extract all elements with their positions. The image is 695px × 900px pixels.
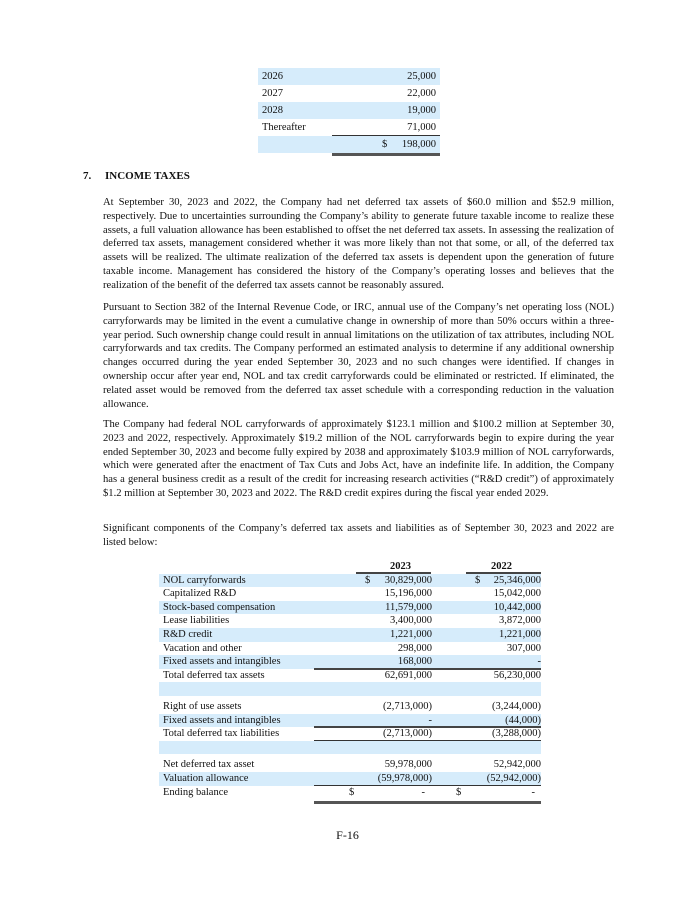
total-value: 198,000 (401, 139, 436, 150)
value-2022: 25,346,000 (493, 574, 541, 586)
section-heading (83, 170, 190, 182)
value-2022: (52,942,000) (486, 772, 541, 784)
table-row (159, 714, 541, 728)
maturity-table (258, 68, 440, 156)
value-2023: 3,400,000 (390, 615, 432, 627)
table-row (159, 574, 541, 588)
value-2022: (44,000) (505, 714, 541, 726)
table-row (159, 601, 541, 615)
column-header-2023: 2023 (390, 561, 411, 572)
row-value: 71,000 (407, 122, 436, 133)
section-title: INCOME TAXES (105, 170, 190, 182)
column-header-2022: 2022 (491, 561, 512, 572)
table-row (258, 102, 440, 119)
value-2022: - (531, 786, 535, 798)
table-row (258, 85, 440, 102)
row-label: Ending balance (163, 786, 229, 798)
deferred-tax-table (159, 560, 541, 804)
table-row (159, 772, 541, 786)
total-row (159, 786, 541, 800)
value-2023: - (421, 786, 425, 798)
table-row (159, 628, 541, 642)
table-row (159, 587, 541, 601)
currency-symbol: $ (382, 139, 388, 150)
value-2023: 298,000 (397, 642, 432, 654)
value-2022: 10,442,000 (493, 601, 541, 613)
value-2022: 52,942,000 (493, 759, 541, 771)
paragraph-components-intro: Significant components of the Company’s deferred tax assets and liabilities as of September 30, 2023 and 2022 are listed below: (103, 523, 614, 548)
row-label: Vacation and other (163, 642, 242, 654)
currency-symbol: $ (365, 574, 371, 586)
table-row (159, 642, 541, 656)
paragraph-net-deferred-assets: At September 30, 2023 and 2022, the Company had net deferred tax assets of $60.0 million and $52.9 million, respectively. Due to uncertainties surrounding the Company’s ability to generate future taxable income to realize these assets, a full valuation allowance has been established to offset the net deferred tax assets. In assessing the realization of deferred tax assets, management considered whether it was more likely than not that some, or all, of the deferred tax assets will be realized. The ultimate realization of the deferred tax assets is dependent upon the generation of future taxable income. Management has considered the history of the Company’s operating losses and believes that the realization of the benefit of the deferred tax assets cannot be reasonably assured. (103, 197, 614, 291)
paragraph-nol-carryforwards: The Company had federal NOL carryforwards of approximately $123.1 million and $100.2 million at September 30, 2023 and 2022, respectively. Approximately $19.2 million of the NOL carryforwards begin to expire during the year ended September 30, 2023 and become fully expired by 2038 and approximately $103.9 million of NOL carryforwards, which were generated after the enactment of Tax Cuts and Jobs Act, have an indefinite life. In addition, the Company has a general business credit as a result of the credit for increasing research activities (“R&D credit”) of approximately $1.2 million at September 30, 2023 and 2022. The R&D credit expires during the fiscal year ended 2029. (103, 419, 614, 499)
table-header-row (159, 560, 541, 574)
table-row (159, 614, 541, 628)
row-value: 22,000 (407, 88, 436, 99)
value-2023: 1,221,000 (390, 628, 432, 640)
total-row (159, 727, 541, 741)
table-row (258, 68, 440, 85)
row-label: Fixed assets and intangibles (163, 656, 281, 668)
value-2023: (59,978,000) (377, 772, 432, 784)
value-2022: (3,288,000) (492, 728, 541, 740)
value-2022: 307,000 (506, 642, 541, 654)
row-label: Thereafter (262, 122, 306, 133)
row-label: Right of use assets (163, 700, 242, 712)
value-2023: 30,829,000 (384, 574, 432, 586)
value-2023: (2,713,000) (383, 728, 432, 740)
value-2022: (3,244,000) (492, 700, 541, 712)
table-row (159, 655, 541, 669)
value-2023: 15,196,000 (384, 588, 432, 600)
value-2023: (2,713,000) (383, 700, 432, 712)
row-label: Total deferred tax liabilities (163, 728, 280, 740)
value-2022: 1,221,000 (499, 628, 541, 640)
value-2022: - (537, 656, 541, 668)
table-row (258, 119, 440, 136)
value-2023: 62,691,000 (384, 669, 432, 681)
double-underline-rule (314, 801, 541, 804)
row-label: 2028 (262, 105, 283, 116)
total-row (159, 669, 541, 683)
currency-symbol: $ (349, 786, 355, 798)
double-underline-rule (332, 153, 440, 156)
row-label: Total deferred tax assets (163, 669, 265, 681)
row-label: Stock-based compensation (163, 601, 276, 613)
row-value: 25,000 (407, 71, 436, 82)
value-2023: - (428, 714, 432, 726)
value-2022: 3,872,000 (499, 615, 541, 627)
currency-symbol: $ (456, 786, 462, 798)
row-label: Valuation allowance (163, 772, 249, 784)
row-value: 19,000 (407, 105, 436, 116)
value-2023: 168,000 (397, 656, 432, 668)
value-2023: 59,978,000 (384, 759, 432, 771)
value-2022: 15,042,000 (493, 588, 541, 600)
row-label: 2027 (262, 88, 283, 99)
currency-symbol: $ (475, 574, 481, 586)
table-row (159, 700, 541, 714)
page-number: F-16 (336, 828, 359, 842)
value-2022: 56,230,000 (493, 669, 541, 681)
row-label: 2026 (262, 71, 283, 82)
row-label: Capitalized R&D (163, 588, 237, 600)
row-label: Fixed assets and intangibles (163, 714, 281, 726)
row-label: R&D credit (163, 628, 213, 640)
paragraph-section-382: Pursuant to Section 382 of the Internal Revenue Code, or IRC, annual use of the Company’s net operating loss (NOL) carryforwards may be limited in the event a cumulative change in ownership of more than 50% occurs within a three-year period. Such ownership change could result in annual limitations on the utilization of tax attributes, including NOL carryforwards and tax credits. The Company performed an estimated analysis to determine if any additional ownership changes occurred during the year ended September 30, 2023 and no such changes were identified. If changes in ownership occur after year end, NOL and tax credit carryforwards could be eliminated or restricted. If eliminated, the related asset would be removed from the deferred tax asset schedule with a corresponding reduction in the valuation allowance. (103, 302, 614, 410)
spacer-row (159, 741, 541, 755)
section-number: 7. (83, 170, 92, 182)
value-2023: 11,579,000 (385, 601, 432, 613)
row-label: Lease liabilities (163, 615, 230, 627)
row-label: NOL carryforwards (163, 574, 246, 586)
total-row (258, 136, 440, 153)
row-label: Net deferred tax asset (163, 759, 255, 771)
spacer-row (159, 682, 541, 696)
table-row (159, 758, 541, 772)
